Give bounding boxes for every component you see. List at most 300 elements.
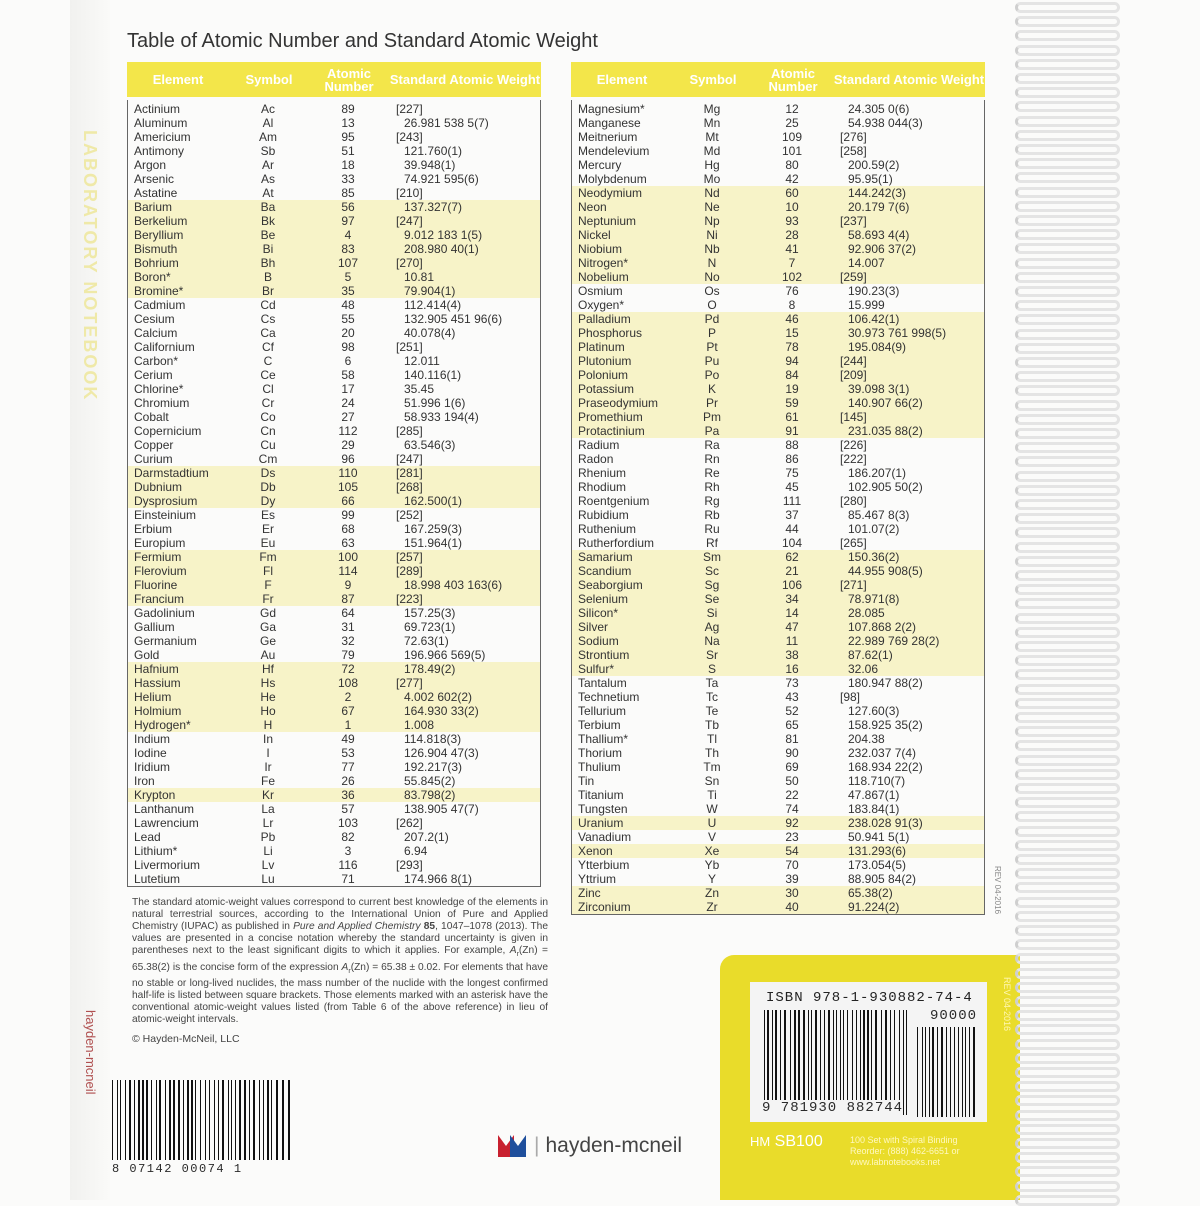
table-row (572, 704, 984, 718)
element-name: Berkelium (134, 214, 188, 228)
table-row (128, 536, 540, 550)
element-symbol: Tb (704, 718, 719, 732)
table-row (128, 312, 540, 326)
element-name: Samarium (578, 550, 633, 564)
atomic-weight: 10.81 (404, 270, 435, 284)
atomic-weight: [252] (396, 508, 423, 522)
table-row (572, 774, 984, 788)
spiral-loop (1015, 627, 1120, 638)
element-name: Curium (134, 452, 173, 466)
atomic-weight: 114.818(3) (404, 732, 462, 746)
table-row (128, 606, 540, 620)
table-row (128, 158, 540, 172)
barcode-bar (917, 1027, 918, 1117)
table-row (572, 522, 984, 536)
element-symbol: Al (262, 116, 274, 130)
element-table-right (571, 62, 985, 915)
barcode-bar (138, 1080, 139, 1160)
barcode-bar (923, 1027, 924, 1117)
element-name: Beryllium (134, 228, 184, 242)
atomic-weight: 14.007 (848, 256, 885, 270)
atomic-weight: 58.933 194(4) (404, 410, 479, 424)
spiral-loop (1015, 2, 1120, 13)
element-symbol: Sm (703, 550, 721, 564)
barcode-bar (159, 1080, 161, 1160)
atomic-number: 38 (785, 648, 799, 662)
table-row (572, 354, 984, 368)
table-row (572, 116, 984, 130)
publisher-logo: | hayden-mcneil (498, 1134, 682, 1158)
barcode-bar (967, 1027, 968, 1117)
spiral-loop (1015, 1181, 1120, 1192)
table-row (128, 172, 540, 186)
table-row (572, 578, 984, 592)
atomic-number: 14 (785, 606, 799, 620)
atomic-weight: [243] (396, 130, 423, 144)
atomic-weight: 74.921 595(6) (404, 172, 479, 186)
table-row (128, 634, 540, 648)
element-symbol: Ne (704, 200, 720, 214)
element-symbol: Co (260, 410, 276, 424)
element-symbol: Pu (704, 354, 720, 368)
barcode-bar (919, 1027, 921, 1117)
element-name: Astatine (134, 186, 178, 200)
table-row (128, 270, 540, 284)
atomic-number: 7 (788, 256, 796, 270)
table-row (572, 200, 984, 214)
barcode-bar (176, 1080, 177, 1160)
atomic-number: 40 (785, 900, 799, 914)
isbn-label: ISBN 978-1-930882-74-4 (766, 990, 973, 1006)
element-symbol: Gd (259, 606, 276, 620)
element-name: Nitrogen* (578, 256, 629, 270)
table-row (572, 438, 984, 452)
barcode-bar (157, 1080, 158, 1160)
spiral-loop (1015, 499, 1120, 510)
table-row (572, 466, 984, 480)
atomic-weight: 151.964(1) (404, 536, 463, 550)
barcode-bar (270, 1080, 271, 1160)
element-symbol: Tl (707, 732, 717, 746)
barcode-bar (959, 1027, 961, 1117)
table-row (128, 662, 540, 676)
atomic-number: 32 (341, 634, 355, 648)
spiral-loop (1015, 996, 1120, 1007)
element-symbol: Md (703, 144, 721, 158)
element-name: Platinum (578, 340, 625, 354)
spiral-loop (1015, 300, 1120, 311)
element-name: Radium (578, 438, 620, 452)
atomic-weight: 144.242(3) (848, 186, 907, 200)
barcode-bar (244, 1080, 246, 1160)
element-symbol: Pr (706, 396, 718, 410)
spiral-loop (1015, 783, 1120, 794)
element-symbol: Ar (262, 158, 274, 172)
atomic-number: 70 (785, 858, 799, 872)
element-name: Zinc (578, 886, 601, 900)
spiral-loop (1015, 73, 1120, 84)
element-symbol: Cm (258, 452, 278, 466)
table-row (128, 186, 540, 200)
atomic-number: 108 (337, 676, 359, 690)
atomic-number: 50 (785, 774, 799, 788)
table-row (128, 760, 540, 774)
table-row (572, 676, 984, 690)
barcode-bar (279, 1080, 281, 1160)
element-name: Meitnerium (578, 130, 638, 144)
barcode-bar (191, 1080, 192, 1160)
barcode-bar (973, 1027, 975, 1117)
element-symbol: S (707, 662, 716, 676)
spiral-loop (1015, 684, 1120, 695)
spiral-loop (1015, 343, 1120, 354)
atomic-weight: 178.49(2) (404, 662, 456, 676)
atomic-weight: 79.904(1) (404, 284, 456, 298)
element-name: Rhenium (578, 466, 627, 480)
barcode-bar (952, 1027, 953, 1117)
table-row (128, 508, 540, 522)
atomic-weight: [281] (396, 466, 423, 480)
element-name: Magnesium* (578, 102, 645, 116)
spiral-loop (1015, 1053, 1120, 1064)
element-symbol: Nd (704, 186, 720, 200)
atomic-number: 28 (785, 228, 799, 242)
atomic-number: 37 (785, 508, 799, 522)
atomic-number: 15 (785, 326, 799, 340)
element-symbol: Ce (260, 368, 276, 382)
element-symbol: Pa (704, 424, 720, 438)
spiral-loop (1015, 30, 1120, 41)
element-symbol: C (263, 354, 273, 368)
element-symbol: Te (705, 704, 719, 718)
table-row (572, 620, 984, 634)
atomic-weight: [258] (840, 144, 867, 158)
atomic-weight: 83.798(2) (404, 788, 456, 802)
atomic-number: 61 (785, 410, 799, 424)
barcode-bar (242, 1080, 243, 1160)
element-name: Erbium (134, 522, 173, 536)
spiral-loop (1015, 385, 1120, 396)
spiral-loop (1015, 527, 1120, 538)
atomic-number: 26 (341, 774, 355, 788)
spiral-loop (1015, 1024, 1120, 1035)
element-symbol: Mn (703, 116, 721, 130)
element-symbol: Re (704, 466, 720, 480)
spiral-loop (1015, 982, 1120, 993)
element-symbol: Rb (704, 508, 720, 522)
atomic-number: 97 (341, 214, 355, 228)
atomic-number: 3 (344, 844, 352, 858)
table-row (572, 690, 984, 704)
table-row (128, 200, 540, 214)
atomic-weight: 158.925 35(2) (848, 718, 923, 732)
atomic-number: 111 (782, 494, 802, 508)
table-row (128, 550, 540, 564)
spiral-loop (1015, 87, 1120, 98)
spiral-loop (1015, 1166, 1120, 1177)
atomic-weight: 9.012 183 1(5) (404, 228, 483, 242)
table-row (128, 564, 540, 578)
atomic-number: 72 (341, 662, 355, 676)
element-symbol: Cd (260, 298, 276, 312)
atomic-weight: [209] (840, 368, 867, 382)
atomic-number: 23 (785, 830, 799, 844)
column-header-symbol: Symbol (245, 72, 293, 87)
atomic-weight: 131.293(6) (848, 844, 907, 858)
element-name: Darmstadtium (134, 466, 209, 480)
atomic-number: 9 (344, 578, 352, 592)
table-row (128, 382, 540, 396)
element-symbol: P (707, 326, 716, 340)
table-row (572, 592, 984, 606)
barcode-bar (228, 1080, 229, 1160)
element-symbol: Ta (705, 676, 719, 690)
atomic-weight: 54.938 044(3) (848, 116, 923, 130)
upc-number: 8 07142 00074 1 (112, 1162, 243, 1176)
barcode-bar (218, 1080, 219, 1160)
atomic-weight: [222] (840, 452, 867, 466)
table-row (128, 592, 540, 606)
atomic-weight: 126.904 47(3) (404, 746, 479, 760)
element-symbol: Kr (262, 788, 274, 802)
table-row (572, 844, 984, 858)
barcode-bar (249, 1080, 250, 1160)
atomic-number: 103 (337, 816, 359, 830)
element-name: Manganese (578, 116, 641, 130)
barcode-bar (937, 1027, 938, 1117)
element-name: Palladium (578, 312, 631, 326)
barcode-bar (263, 1080, 264, 1160)
element-name: Tungsten (578, 802, 628, 816)
atomic-number: 86 (785, 452, 799, 466)
atomic-weight: 137.327(7) (404, 200, 463, 214)
atomic-weight: [280] (840, 494, 867, 508)
product-info: 100 Set with Spiral Binding Reorder: (888) 462-6651 or www.labnotebooks.net (850, 1135, 960, 1167)
table-row (128, 340, 540, 354)
element-symbol: Se (704, 592, 720, 606)
spiral-loop (1015, 769, 1120, 780)
element-name: Silicon* (578, 606, 619, 620)
table-body (571, 100, 985, 915)
atomic-weight: 32.06 (848, 662, 879, 676)
element-symbol: N (707, 256, 717, 270)
element-name: Yttrium (578, 872, 617, 886)
element-name: Roentgenium (578, 494, 650, 508)
spiral-loop (1015, 854, 1120, 865)
spiral-loop (1015, 1010, 1120, 1021)
atomic-weight: [244] (840, 354, 867, 368)
element-name: Nobelium (578, 270, 629, 284)
barcode-bar (214, 1080, 215, 1160)
table-row (128, 466, 540, 480)
element-name: Aluminum (134, 116, 188, 130)
element-symbol: Na (704, 634, 720, 648)
element-name: Bohrium (134, 256, 179, 270)
element-name: Carbon* (134, 354, 179, 368)
atomic-weight: 150.36(2) (848, 550, 900, 564)
element-name: Barium (134, 200, 173, 214)
table-row (128, 214, 540, 228)
atomic-weight: [259] (840, 270, 867, 284)
barcode-bar (256, 1080, 258, 1160)
atomic-number: 75 (785, 466, 799, 480)
atomic-weight: 1.008 (404, 718, 435, 732)
spiral-loop (1015, 286, 1120, 297)
atomic-number: 36 (341, 788, 355, 802)
atomic-number: 11 (785, 634, 799, 648)
atomic-weight: 174.966 8(1) (404, 872, 473, 886)
element-symbol: Th (704, 746, 719, 760)
element-name: Fermium (134, 550, 182, 564)
spiral-loop (1015, 712, 1120, 723)
atomic-weight: 85.467 8(3) (848, 508, 910, 522)
addon-barcode (917, 1027, 977, 1117)
barcode-bar (276, 1080, 278, 1160)
barcode-bar (941, 1027, 943, 1117)
page-title: Table of Atomic Number and Standard Atomic Weight (127, 30, 598, 52)
element-symbol: In (262, 732, 273, 746)
barcode-bar (976, 1027, 977, 1117)
atomic-weight: 44.955 908(5) (848, 564, 923, 578)
element-symbol: Po (704, 368, 720, 382)
element-name: Hafnium (134, 662, 179, 676)
element-name: Strontium (578, 648, 630, 662)
spiral-loop (1015, 1152, 1120, 1163)
element-name: Phosphorus (578, 326, 643, 340)
spiral-loop (1015, 911, 1120, 922)
atomic-weight: [276] (840, 130, 867, 144)
atomic-number: 81 (785, 732, 799, 746)
spiral-loop (1015, 116, 1120, 127)
atomic-weight: [271] (840, 578, 867, 592)
atomic-number: 31 (341, 620, 355, 634)
atomic-weight: 91.224(2) (848, 900, 900, 914)
barcode-bar (922, 1027, 923, 1117)
element-symbol: Ac (260, 102, 275, 116)
element-symbol: Mt (705, 130, 719, 144)
table-row (572, 634, 984, 648)
barcode-bar (117, 1080, 118, 1160)
table-row (572, 830, 984, 844)
element-symbol: Au (260, 648, 276, 662)
atomic-number: 12 (785, 102, 799, 116)
spiral-binding (1015, 0, 1125, 1200)
atomic-number: 39 (785, 872, 799, 886)
atomic-weight: 28.085 (848, 606, 885, 620)
table-row (128, 284, 540, 298)
atomic-weight: 47.867(1) (848, 788, 900, 802)
element-name: Actinium (134, 102, 181, 116)
barcode-bar (273, 1080, 275, 1160)
element-symbol: Pb (260, 830, 276, 844)
atomic-number: 22 (785, 788, 799, 802)
element-name: Thorium (578, 746, 623, 760)
table-row (572, 298, 984, 312)
atomic-weight: 24.305 0(6) (848, 102, 910, 116)
table-header (571, 62, 985, 97)
table-row (572, 424, 984, 438)
table-row (128, 858, 540, 872)
atomic-weight: 40.078(4) (404, 326, 456, 340)
element-symbol: No (704, 270, 720, 284)
column-header-atomic-number: Atomic Number (324, 65, 374, 94)
element-name: Gadolinium (134, 606, 195, 620)
element-symbol: Eu (260, 536, 276, 550)
barcode-bar (291, 1080, 292, 1160)
atomic-number: 89 (341, 102, 355, 116)
barcode-bar (271, 1080, 272, 1160)
atomic-weight: 69.723(1) (404, 620, 456, 634)
barcode-bar (939, 1027, 941, 1117)
element-symbol: Pt (706, 340, 718, 354)
isbn-barcode-box (750, 982, 987, 1122)
barcode-bar (905, 1010, 906, 1115)
atomic-number: 16 (785, 662, 799, 676)
spiral-loop (1015, 272, 1120, 283)
atomic-number: 47 (785, 620, 799, 634)
table-row (128, 298, 540, 312)
barcode-bar (229, 1080, 230, 1160)
atomic-weight: [289] (396, 564, 423, 578)
barcode-bar (237, 1080, 238, 1160)
element-symbol: Lr (262, 816, 274, 830)
element-name: Krypton (134, 788, 176, 802)
barcode-bar (253, 1080, 254, 1160)
footnote: The standard atomic-weight values correspond to current best knowledge of the elements in natural terrestrial sources, according to the International Union of Pure and Applied Chemistry (IUPAC) as published in Pure and Applied Chemistry 85, 1047–1078 (2013). The values are presented in a concise notation whereby the standard uncertainty is given in parentheses next to the least significant digits to which it applies. For example, $A_r(Zn) = 65.38(2)$ is the concise form of the expression $A_r(Zn) = 65.38 \pm 0.02$. For elements that have no stable or long-lived nuclides, the mass number of the nuclide with the longest confirmed half-life is listed between square brackets. Those elements marked with an asterisk have the conventional atomic-weight values listed (from Table 6 of the above reference) in lieu of atomic-weight intervals. (132, 897, 549, 1025)
atomic-weight: 106.42(1) (848, 312, 900, 326)
barcode-panel (720, 955, 1020, 1200)
atomic-number: 110 (338, 466, 358, 480)
barcode-bar (197, 1080, 199, 1160)
element-name: Uranium (578, 816, 624, 830)
atomic-weight: 63.546(3) (404, 438, 456, 452)
atomic-number: 68 (341, 522, 355, 536)
barcode-bar (971, 1027, 972, 1117)
table-row (572, 452, 984, 466)
barcode-bar (251, 1080, 252, 1160)
element-symbol: B (263, 270, 272, 284)
table-row (572, 158, 984, 172)
atomic-number: 112 (338, 424, 358, 438)
atomic-number: 29 (341, 438, 355, 452)
atomic-weight: 231.035 88(2) (848, 424, 923, 438)
barcode-bar (962, 1027, 963, 1117)
element-name: Thallium* (578, 732, 629, 746)
table-row (128, 368, 540, 382)
copyright: © Hayden-McNeil, LLC (132, 1033, 240, 1045)
element-name: Gallium (134, 620, 175, 634)
barcode-bar (190, 1080, 191, 1160)
atomic-weight: [247] (396, 214, 423, 228)
element-name: Lawrencium (134, 816, 199, 830)
atomic-number: 55 (341, 312, 355, 326)
atomic-number: 62 (785, 550, 799, 564)
element-name: Promethium (578, 410, 643, 424)
element-name: Livermorium (134, 858, 201, 872)
atomic-number: 116 (338, 858, 358, 872)
atomic-weight: 51.996 1(6) (404, 396, 466, 410)
spiral-loop (1015, 826, 1120, 837)
atomic-number: 1 (344, 718, 352, 732)
table-row (128, 844, 540, 858)
barcode-bar (288, 1080, 290, 1160)
barcode-bar (118, 1080, 119, 1160)
column-header-element: Element (596, 72, 648, 87)
element-name: Sodium (578, 634, 619, 648)
atomic-weight: 55.845(2) (404, 774, 456, 788)
atomic-weight: 78.971(8) (848, 592, 900, 606)
atomic-weight: 87.62(1) (848, 648, 893, 662)
